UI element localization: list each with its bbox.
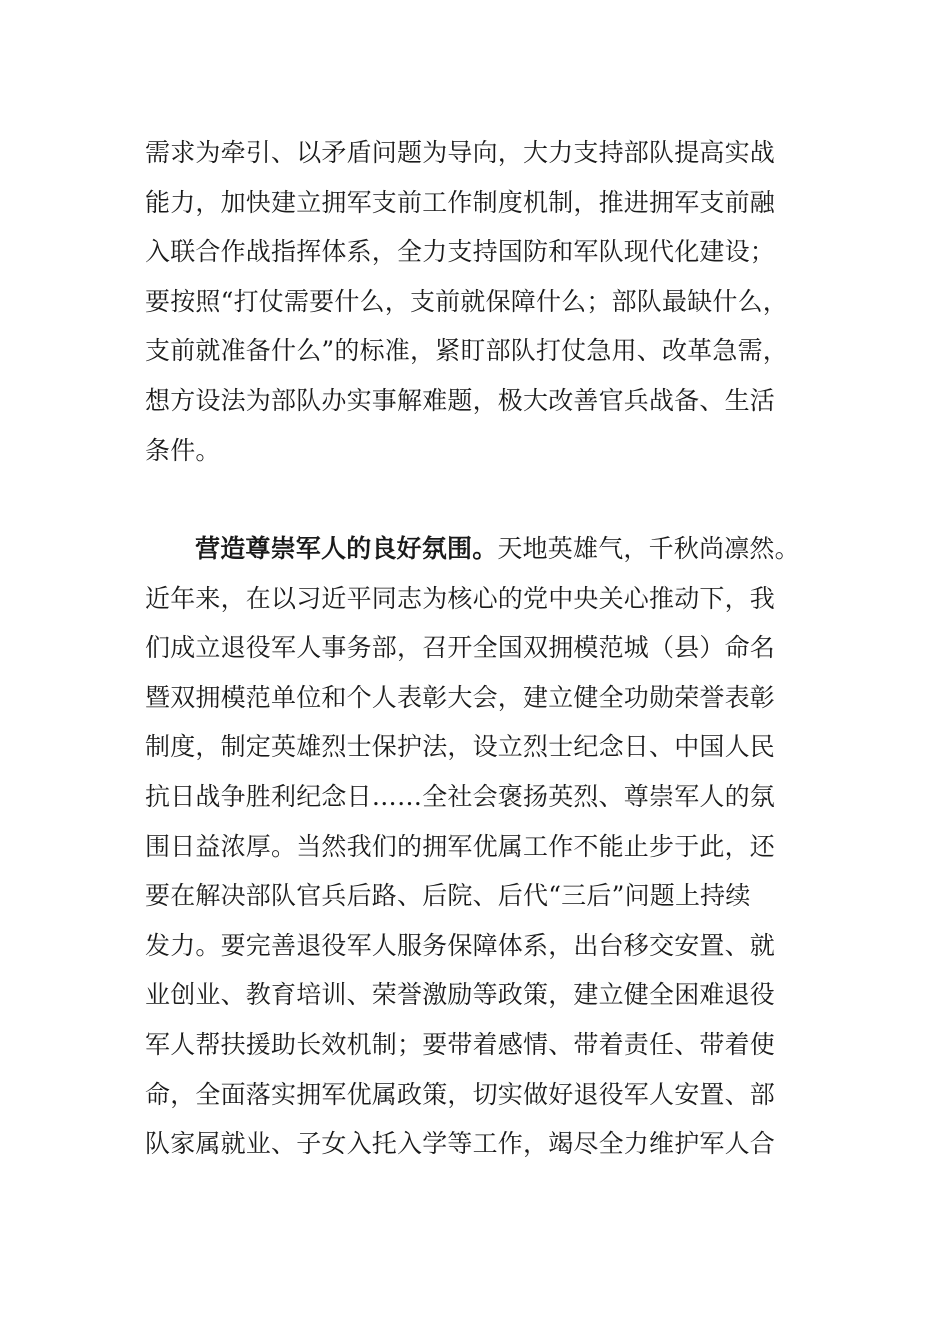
text-line: 要在解决部队官兵后路、后院、后代“三后”问题上持续: [145, 881, 751, 911]
text-line: 能力，加快建立拥军支前工作制度机制，推进拥军支前融: [145, 187, 776, 217]
text-line: 围日益浓厚。当然我们的拥军优属工作不能止步于此，还: [145, 831, 776, 861]
text-line: 需求为牵引、以矛盾问题为导向，大力支持部队提高实战: [145, 138, 776, 167]
text-line: 队家属就业、子女入托入学等工作，竭尽全力维护军人合: [145, 1129, 776, 1159]
text-line: 业创业、教育培训、荣誉激励等政策，建立健全困难退役: [145, 980, 776, 1010]
text-line: 抗日战争胜利纪念日……全社会褒扬英烈、尊崇军人的氛: [145, 781, 776, 811]
text-line: 支前就准备什么”的标准，紧盯部队打仗急用、改革急需，: [145, 336, 788, 366]
text-line: 入联合作战指挥体系，全力支持国防和军队现代化建设；: [145, 237, 776, 267]
text-line: 暨双拥模范单位和个人表彰大会，建立健全功勋荣誉表彰: [145, 682, 776, 712]
text-line: 命，全面落实拥军优属政策，切实做好退役军人安置、部: [145, 1079, 776, 1109]
text-line: 条件。: [145, 435, 221, 465]
text-line: 军人帮扶援助长效机制；要带着感情、带着责任、带着使: [145, 1029, 776, 1059]
text-segment: 天地英雄气，千秋尚凛然。: [497, 534, 800, 563]
text-line: 们成立退役军人事务部，召开全国双拥模范城（县）命名: [145, 633, 776, 663]
paragraph-1: [145, 128, 825, 475]
paragraph-lead-heading: 营造尊崇军人的良好氛围。: [195, 534, 498, 563]
text-line: 发力。要完善退役军人服务保障体系，出台移交安置、就: [145, 930, 776, 960]
text-line: 要按照“打仗需要什么，支前就保障什么；部队最缺什么，: [145, 286, 788, 316]
paragraph-first-line: [145, 524, 825, 574]
paragraph-2: [145, 524, 825, 1169]
text-line: 制度，制定英雄烈士保护法，设立烈士纪念日、中国人民: [145, 732, 776, 762]
text-line: 想方设法为部队办实事解难题，极大改善官兵战备、生活: [145, 385, 776, 415]
text-line: 近年来，在以习近平同志为核心的党中央关心推动下，我: [145, 583, 776, 613]
